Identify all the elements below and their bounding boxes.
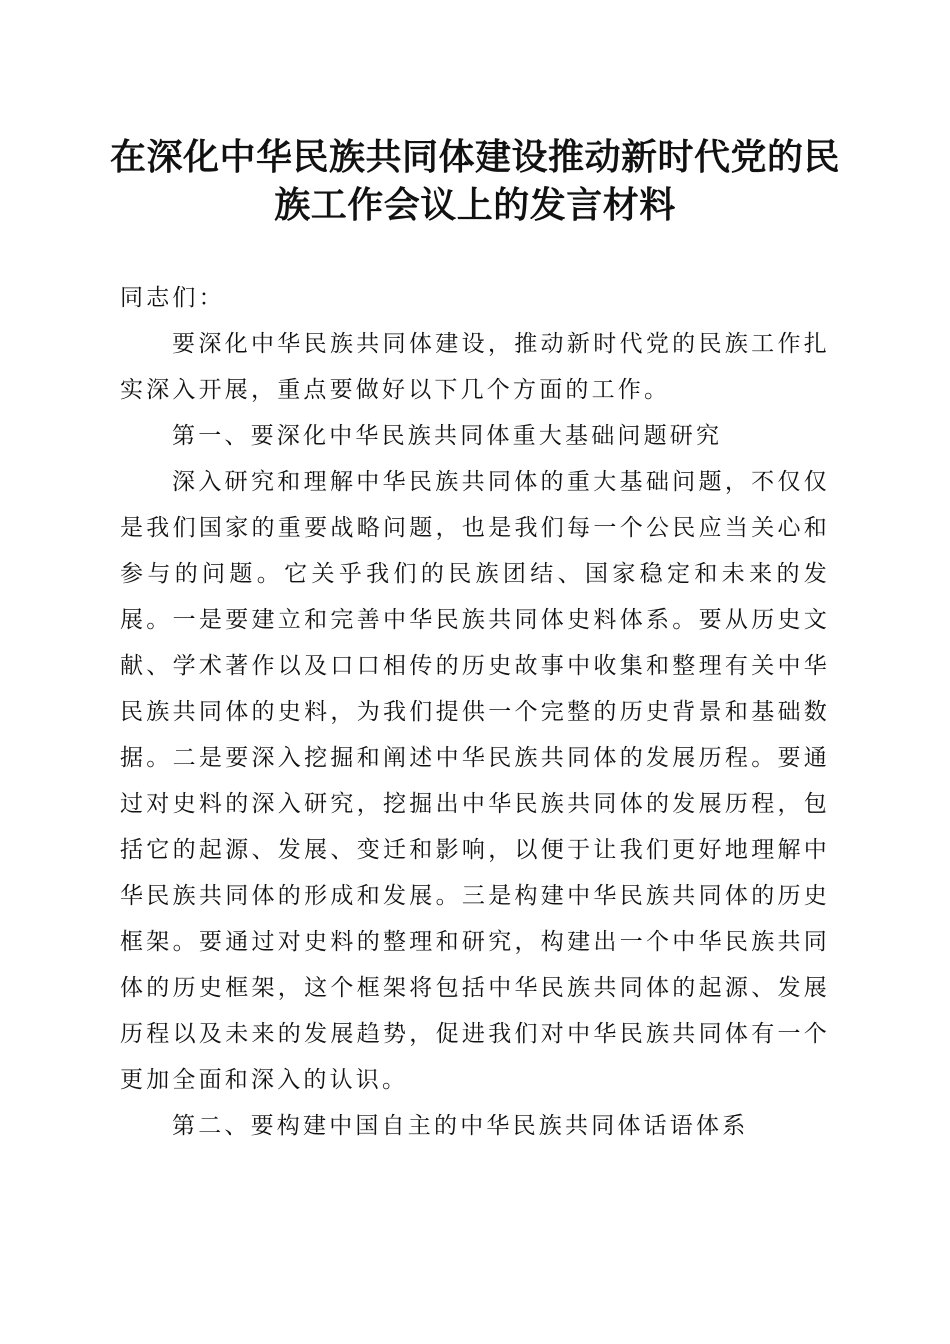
document-title: [110, 133, 840, 229]
title-line-2: 族工作会议上的发言材料: [274, 184, 676, 226]
section-1-paragraph: 深入研究和理解中华民族共同体的重大基础问题，不仅仅是我们国家的重要战略问题，也是我们每一个公民应当关心和参与的问题。它关乎我们的民族团结、国家稳定和未来的发展。一是要建立和完善中华民族共同体史料体系。要从历史文献、学术著作以及口口相传的历史故事中收集和整理有关中华民族共同体的史料，为我们提供一个完整的历史背景和基础数据。二是要深入挖掘和阐述中华民族共同体的发展历程。要通过对史料的深入研究，挖掘出中华民族共同体的发展历程，包括它的起源、发展、变迁和影响，以便于让我们更好地理解中华民族共同体的形成和发展。三是构建中华民族共同体的历史框架。要通过对史料的整理和研究，构建出一个中华民族共同体的历史框架，这个框架将包括中华民族共同体的起源、发展历程以及未来的发展趋势，促进我们对中华民族共同体有一个更加全面和深入的认识。: [120, 469, 830, 1093]
title-line-1: 在深化中华民族共同体建设推动新时代党的民: [110, 136, 841, 178]
section-2-heading: 第二、要构建中国自主的中华民族共同体话语体系: [172, 1113, 749, 1139]
salutation: 同志们：: [120, 285, 225, 311]
document-body: [120, 275, 830, 1149]
section-1-heading: 第一、要深化中华民族共同体重大基础问题研究: [172, 423, 723, 449]
intro-paragraph: 要深化中华民族共同体建设，推动新时代党的民族工作扎实深入开展，重点要做好以下几个方面的工作。: [120, 331, 830, 403]
